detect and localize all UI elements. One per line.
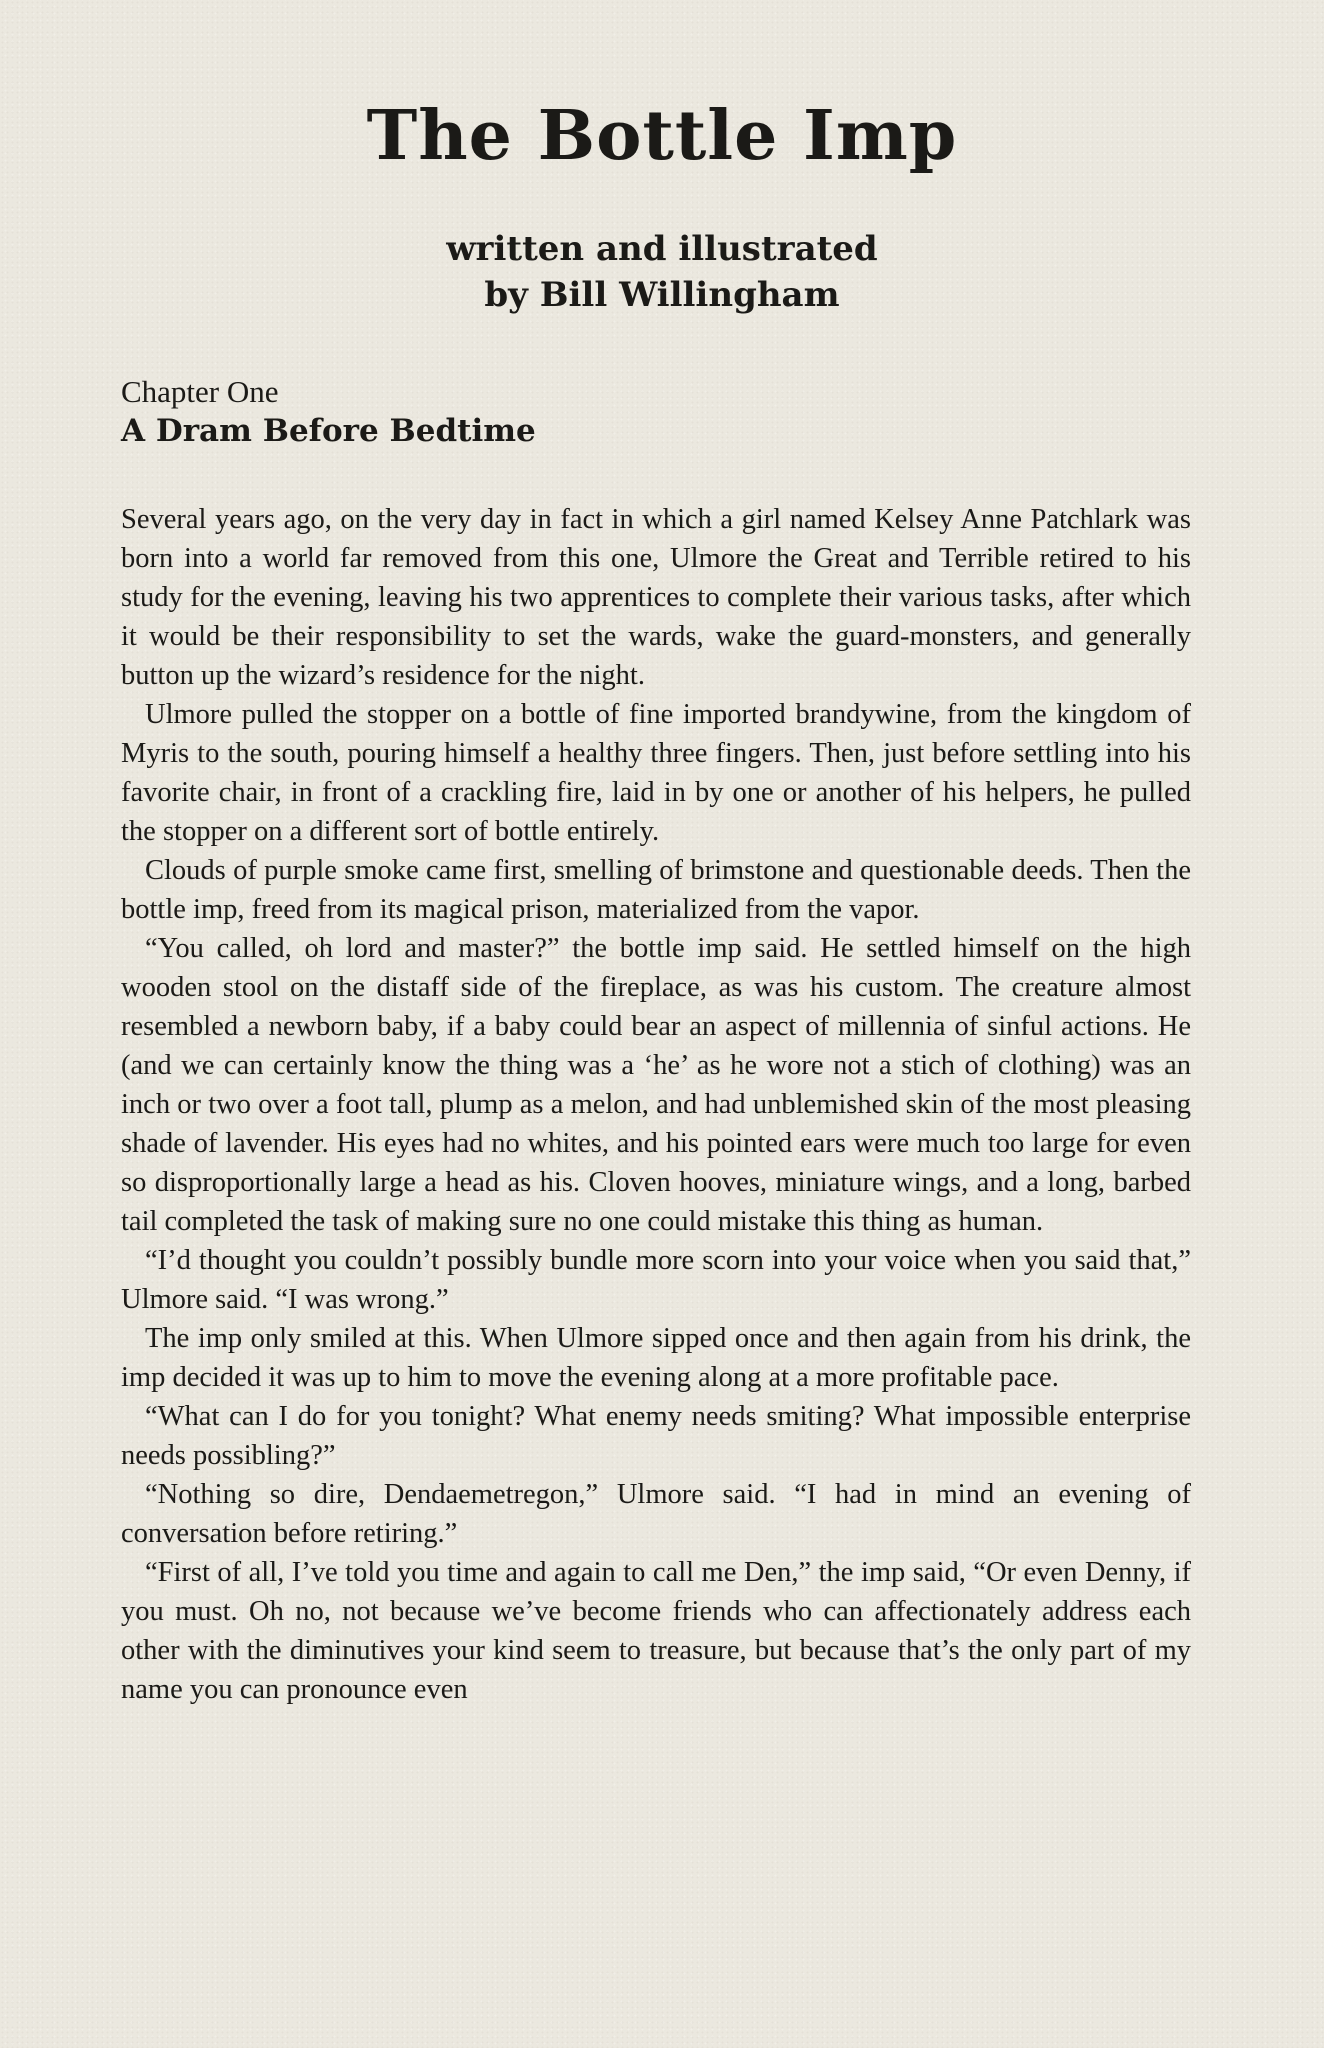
- paragraph-1: Several years ago, on the very day in fact in which a girl named Kelsey Anne Patchlark was born into a world far removed from this one, Ulmore the Great and Terrible retired to his study for the evening, leaving his two apprentices to complete their various tasks, after which it would be their responsibility to set the wards, wake the guard-monsters, and generally button up the wizard’s residence for the night.: [121, 504, 1191, 691]
- chapter-body: [121, 500, 1191, 1709]
- book-title: The Bottle Imp: [366, 96, 958, 176]
- paragraph-7: “What can I do for you tonight? What enemy needs smiting? What impossible enterprise needs possibling?”: [121, 1401, 1191, 1471]
- paragraph-2: Ulmore pulled the stopper on a bottle of fine imported brandywine, from the kingdom of Myris to the south, pouring himself a healthy three fingers. Then, just before settling into his favorite chair, in front of a crackling fire, laid in by one or another of his helpers, he pulled the stopper on a different sort of bottle entirely.: [121, 699, 1191, 847]
- byline: [0, 226, 1324, 318]
- paragraph-8: “Nothing so dire, Dendaemetregon,” Ulmore said. “I had in mind an evening of conversation before retiring.”: [121, 1479, 1191, 1549]
- paragraph-5: “I’d thought you couldn’t possibly bundle more scorn into your voice when you said that,” Ulmore said. “I was wrong.”: [121, 1245, 1191, 1315]
- chapter-title: A Dram Before Bedtime: [121, 413, 536, 449]
- paragraph-6: The imp only smiled at this. When Ulmore sipped once and then again from his drink, the imp decided it was up to him to move the evening along at a more profitable pace.: [121, 1323, 1191, 1393]
- paragraph-9: “First of all, I’ve told you time and again to call me Den,” the imp said, “Or even Denny, if you must. Oh no, not because we’ve become friends who can affectionately address each other with the diminutives your kind seem to treasure, but because that’s the only part of my name you can pronounce even: [121, 1557, 1191, 1705]
- byline-line-2: by Bill Willingham: [484, 275, 840, 315]
- byline-line-1: written and illustrated: [446, 229, 878, 269]
- paragraph-3: Clouds of purple smoke came first, smelling of brimstone and questionable deeds. Then the bottle imp, freed from its magical prison, materialized from the vapor.: [121, 855, 1191, 925]
- paragraph-4: “You called, oh lord and master?” the bottle imp said. He settled himself on the high wooden stool on the distaff side of the fireplace, as was his custom. The creature almost resembled a newborn baby, if a baby could bear an aspect of millennia of sinful actions. He (and we can certainly know the thing was a ‘he’ as he wore not a stich of clothing) was an inch or two over a foot tall, plump as a melon, and had unblemished skin of the most pleasing shade of lavender. His eyes had no whites, and his pointed ears were much too large for even so disproportionally large a head as his. Cloven hooves, miniature wings, and a long, barbed tail completed the task of making sure no one could mistake this thing as human.: [121, 933, 1191, 1237]
- chapter-label: Chapter One: [121, 374, 279, 409]
